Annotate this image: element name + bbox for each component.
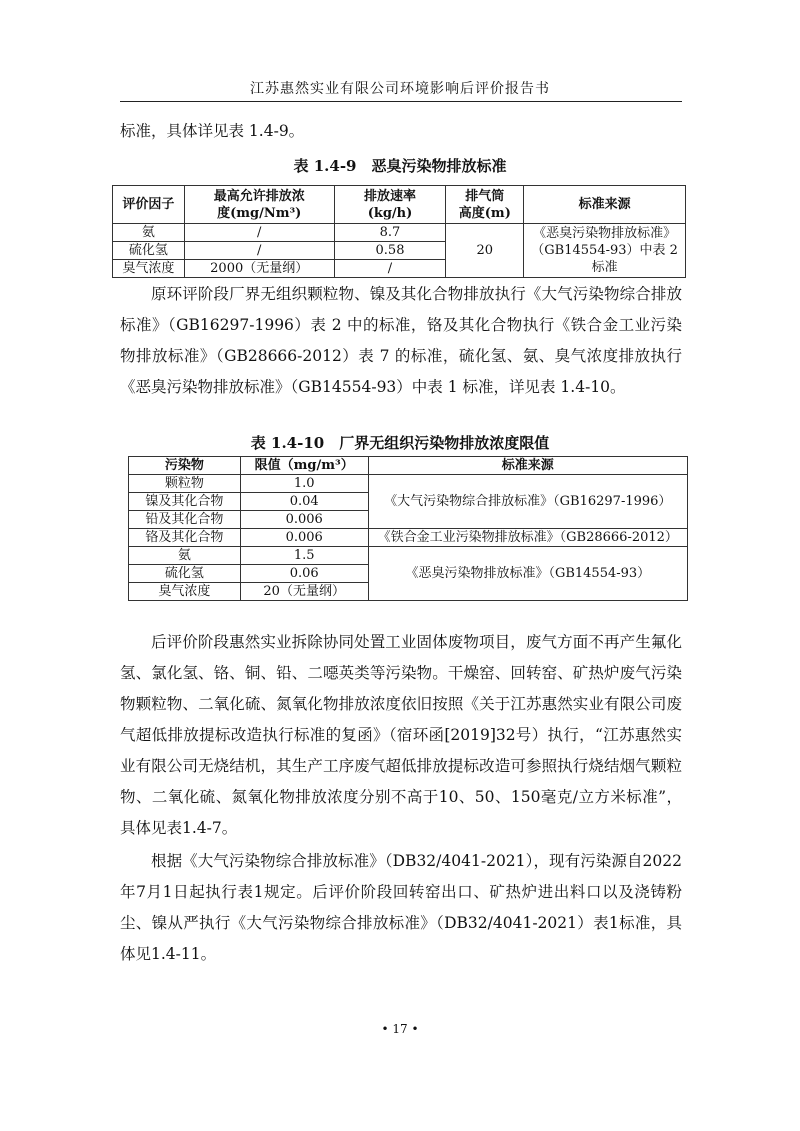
- pollutant-cell: 氨: [129, 547, 241, 565]
- table-row: [129, 547, 688, 565]
- limit-cell: 20（无量纲）: [240, 583, 368, 601]
- paragraph-3: 根据《大气污染物综合排放标准》（DB32/4041-2021），现有污染源自2022年7月1日起执行表1规定。后评价阶段回转窑出口、矿热炉进出料口以及浇铸粉尘、镍从严执行《大气污染物综合排放标准》（DB32/4041-2021）表1标准，具体见1.4-11。: [120, 852, 682, 963]
- limit-cell: 0.04: [240, 493, 368, 511]
- limit-cell: 0.006: [240, 511, 368, 529]
- header-line: (kg/h): [367, 205, 413, 221]
- header-cell: [446, 186, 524, 224]
- header-line: 最高允许排放浓: [213, 188, 305, 204]
- pollutant-cell: 颗粒物: [129, 475, 241, 493]
- concentration-cell: /: [184, 242, 334, 260]
- table-row: [113, 224, 686, 242]
- table-row: [129, 475, 688, 493]
- table-1-4-10-caption: 表 1.4-10 厂界无组织污染物排放浓度限值: [250, 434, 550, 452]
- source-cell: 《大气污染物综合排放标准》（GB16297-1996）: [368, 475, 687, 529]
- limit-cell: 0.06: [240, 565, 368, 583]
- source-line: （GB14554-93）中表 2 标准: [531, 243, 678, 275]
- factor-cell: 硫化氢: [113, 242, 185, 260]
- source-line: 《恶臭污染物排放标准》: [533, 226, 677, 241]
- page-number: • 17 •: [381, 1022, 419, 1036]
- source-cell: 《恶臭污染物排放标准》（GB14554-93）: [368, 547, 687, 601]
- pollutant-cell: 铬及其化合物: [129, 529, 241, 547]
- limit-cell: 1.5: [240, 547, 368, 565]
- header-line: 度(mg/Nm³): [217, 205, 302, 221]
- concentration-cell: /: [184, 224, 334, 242]
- header-cell: 标准来源: [524, 186, 686, 224]
- header-line: 高度(m): [458, 205, 511, 221]
- stack-height-cell: 20: [446, 224, 524, 278]
- paragraph-1: 原环评阶段厂界无组织颗粒物、镍及其化合物排放执行《大气污染物综合排放标准》（GB16297-1996）表 2 中的标准，铬及其化合物执行《铁合金工业污染物排放标准》（GB28666-2012）表 7 的标准，硫化氢、氨、臭气浓度排放执行《恶臭污染物排放标准》（GB14554-93）中表 1 标准，详见表 1.4-10。: [120, 285, 682, 396]
- header-line: 排放速率: [363, 188, 416, 204]
- header-cell: 限值（mg/m³）: [240, 457, 368, 475]
- table-header-row: [129, 457, 688, 475]
- table-1-4-9-caption: 表 1.4-9 恶臭污染物排放标准: [293, 157, 507, 175]
- table-1-4-9: [112, 185, 686, 278]
- intro-line: 标准，具体详见表 1.4-9。: [120, 122, 305, 140]
- concentration-cell: 2000（无量纲）: [184, 260, 334, 278]
- rate-cell: 0.58: [334, 242, 446, 260]
- limit-cell: 0.006: [240, 529, 368, 547]
- header-cell: 标准来源: [368, 457, 687, 475]
- table-1-4-10: [128, 456, 688, 601]
- rate-cell: 8.7: [334, 224, 446, 242]
- paragraph-2: 后评价阶段惠然实业拆除协同处置工业固体废物项目，废气方面不再产生氟化氢、氯化氢、铬、铜、铅、二噁英类等污染物。干燥窑、回转窑、矿热炉废气污染物颗粒物、二氧化硫、氮氧化物排放浓度依旧按照《关于江苏惠然实业有限公司废气超低排放提标改造执行标准的复函》（宿环函[2019]32号）执行，“江苏惠然实业有限公司无烧结机，其生产工序废气超低排放提标改造可参照执行烧结烟气颗粒物、二氧化硫、氮氧化物排放浓度分别不高于10、50、150毫克/立方米标准”，具体见表1.4-7。: [120, 633, 682, 837]
- running-header: 江苏惠然实业有限公司环境影响后评价报告书: [250, 81, 550, 97]
- pollutant-cell: 铅及其化合物: [129, 511, 241, 529]
- header-line: 排气筒: [465, 188, 505, 204]
- source-cell: 《铁合金工业污染物排放标准》（GB28666-2012）: [368, 529, 687, 547]
- table-row: [129, 529, 688, 547]
- pollutant-cell: 镍及其化合物: [129, 493, 241, 511]
- source-cell: [524, 224, 686, 278]
- factor-cell: 氨: [113, 224, 185, 242]
- factor-cell: 臭气浓度: [113, 260, 185, 278]
- table-header-row: [113, 186, 686, 224]
- header-cell: [184, 186, 334, 224]
- pollutant-cell: 臭气浓度: [129, 583, 241, 601]
- pollutant-cell: 硫化氢: [129, 565, 241, 583]
- header-rule: [120, 101, 682, 102]
- header-cell: 评价因子: [113, 186, 185, 224]
- header-cell: 污染物: [129, 457, 241, 475]
- limit-cell: 1.0: [240, 475, 368, 493]
- rate-cell: /: [334, 260, 446, 278]
- header-cell: [334, 186, 446, 224]
